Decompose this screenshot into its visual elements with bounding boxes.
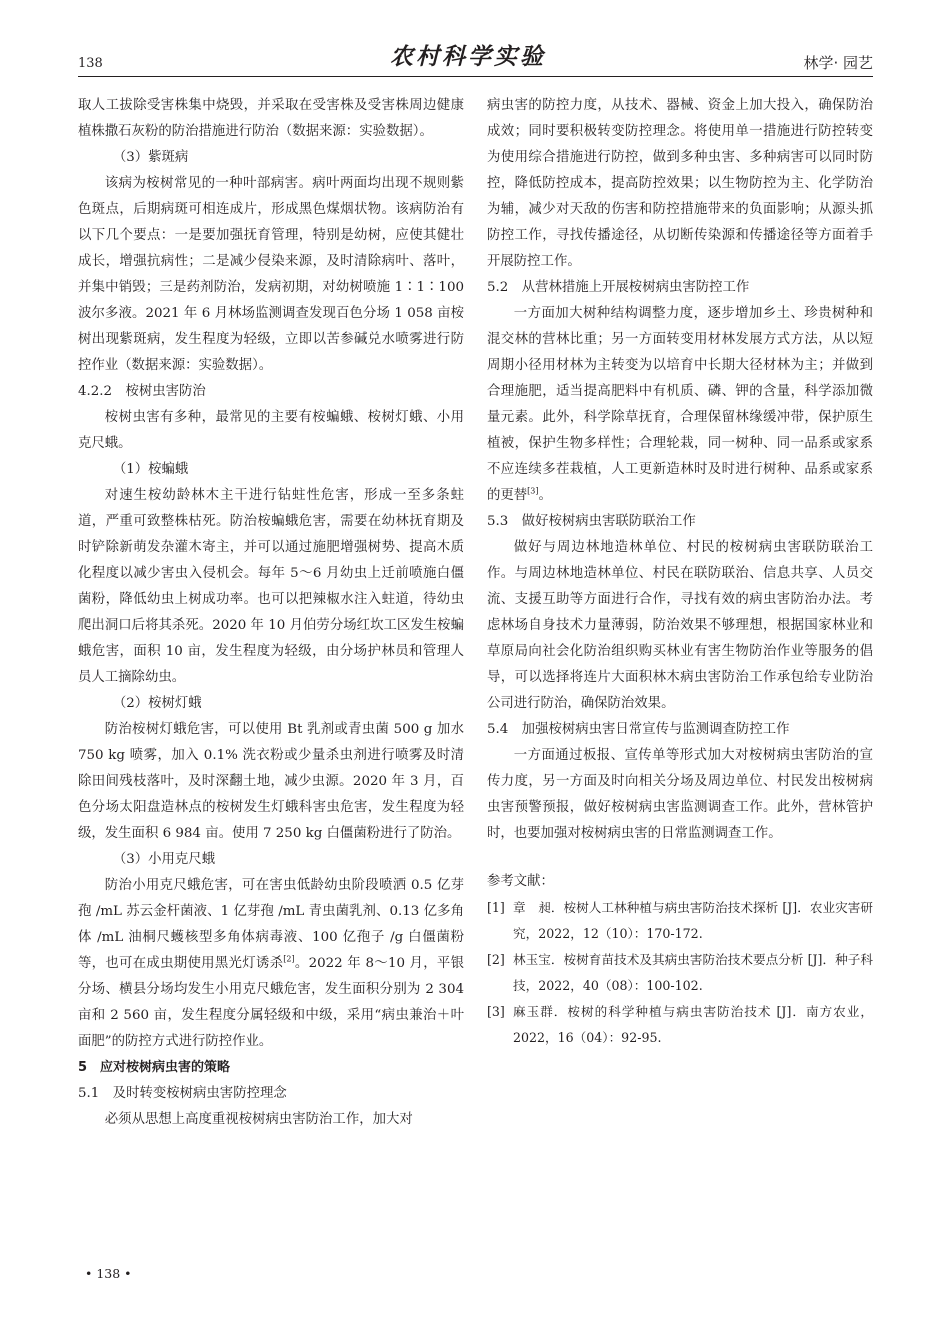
section-heading	[78, 379, 464, 405]
journal-title: 农村科学实验	[390, 43, 546, 70]
paragraph-text: 5 应对桉树病虫害的策略	[78, 1060, 231, 1075]
paragraph-text: 5.3 做好桉树病虫害联防联治工作	[487, 514, 696, 529]
paragraph-text: 必须从思想上高度重视桉树病虫害防治工作，加大对	[104, 1112, 413, 1127]
paragraph	[78, 483, 464, 691]
paragraph-text: 防治桉树灯蛾危害，可以使用 Bt 乳剂或青虫菌 500 g 加水 750 kg 喷雾，加入 0.1% 洗衣粉或少量杀虫剂进行喷雾及时清除田间残枝落叶，及时深翻土地，减少虫源。2020 年 3 月，百色分场太阳盘造林点的桉树发生灯蛾科害虫危害，发生程度为轻级，发生面积 6 984 亩。使用 7 250 kg 白僵菌粉进行了防治。	[78, 722, 464, 841]
subsection-heading	[78, 847, 464, 873]
section-heading	[487, 509, 873, 535]
paragraph-text: 取人工拔除受害株集中烧毁，并采取在受害株及受害株周边健康植株撒石灰粉的防治措施进行防治（数据来源：实验数据）。	[78, 98, 464, 139]
paragraph-continued	[78, 93, 464, 145]
reference-text: 麻玉群．桉树的科学种植与病虫害防治技术 [J]．南方农业，2022，16（04）：92-95.	[513, 1004, 873, 1045]
paragraph-text: （3）小用克尺蛾	[112, 852, 216, 867]
section-heading	[78, 1081, 464, 1107]
paragraph-text: （2）桉树灯蛾	[112, 696, 202, 711]
paragraph	[487, 301, 873, 509]
footer-page-number: • 138 •	[85, 1266, 132, 1281]
section-heading	[487, 717, 873, 743]
citation-marker: [2]	[283, 954, 295, 964]
page-header	[78, 36, 873, 76]
paragraph	[78, 405, 464, 457]
reference-item	[487, 947, 873, 999]
reference-number: [3]	[487, 1004, 505, 1019]
paragraph-continued	[487, 93, 873, 275]
right-column	[487, 93, 873, 1051]
references-title: 参考文献：	[487, 874, 554, 889]
reference-text: 章 昶．桉树人工林种植与病虫害防治技术探析 [J]．农业灾害研究，2022，12（10）：170-172.	[513, 900, 873, 941]
paragraph	[78, 1107, 464, 1133]
paragraph-text: 5.2 从营林措施上开展桉树病虫害防控工作	[487, 280, 750, 295]
paragraph	[78, 171, 464, 379]
paragraph	[78, 873, 464, 1055]
subsection-heading	[78, 457, 464, 483]
paragraph	[78, 717, 464, 847]
paragraph-text: 该病为桉树常见的一种叶部病害。病叶两面均出现不规则紫色斑点，后期病斑可相连成片，形成黑色煤烟状物。该病防治有以下几个要点：一是要加强抚育管理，特别是幼树，应使其健壮成长，增强抗病性；二是减少侵染来源，及时清除病叶、落叶，并集中销毁；三是药剂防治，发病初期，对幼树喷施 1∶1∶100 波尔多液。2021 年 6 月林场监测调查发现百色分场 1 058 亩桉树出现紫斑病，发生程度为轻级，立即以苦参碱兑水喷雾进行防控作业（数据来源：实验数据）。	[78, 176, 464, 373]
paragraph-text: 桉树虫害有多种，最常见的主要有桉蝙蛾、桉树灯蛾、小用克尺蛾。	[78, 410, 464, 451]
subsection-heading	[78, 145, 464, 171]
left-column	[78, 93, 464, 1133]
reference-item	[487, 999, 873, 1051]
paragraph-text: 对速生桉幼龄林木主干进行钻蛀性危害，形成一至多条蛀道，严重可致整株枯死。防治桉蝙蛾危害，需要在幼林抚育期及时铲除新萌发杂灌木寄主，并可以通过施肥增强树势、提高木质化程度以减少害虫入侵机会。每年 5～6 月幼虫上迁前喷施白僵菌粉，降低幼虫上树成功率。也可以把辣椒水注入蛀道，待幼虫爬出洞口后将其杀死。2020 年 10 月伯劳分场红坎工区发生桉蝙蛾危害，面积 10 亩，发生程度为轻级，由分场护林员和管理人员人工摘除幼虫。	[78, 488, 464, 685]
paragraph-text: 防治小用克尺蛾危害，可在害虫低龄幼虫阶段喷洒 0.5 亿芽孢 /mL 苏云金杆菌液、1 亿芽孢 /mL 青虫菌乳剂、0.13 亿多角体 /mL 油桐尺蠖核型多角体病毒液、100 亿孢子 /g 白僵菌粉等，也可在成虫期使用黑光灯诱杀	[78, 878, 464, 971]
references-gap	[487, 847, 873, 869]
section-heading	[487, 275, 873, 301]
subsection-heading	[78, 691, 464, 717]
section-heading	[78, 1055, 464, 1081]
paragraph-text-after-citation: 。2022 年 8～10 月，平银分场、横县分场均发生小用克尺蛾危害，发生面积分别为 2 304 亩和 2 560 亩，发生程度分属轻级和中级，采用“病虫兼治＋叶面肥”的防控方式进行防控作业。	[78, 956, 465, 1049]
references-list	[487, 895, 873, 1051]
reference-number: [1]	[487, 900, 505, 915]
paragraph-text: （1）桉蝙蛾	[112, 462, 189, 477]
header-rule	[78, 76, 873, 77]
paragraph-text: 一方面通过板报、宣传单等形式加大对桉树病虫害防治的宣传力度，另一方面及时向相关分场及周边单位、村民发出桉树病虫害预警预报，做好桉树病虫害监测调查工作。此外，营林管护时，也要加强对桉树病虫害的日常监测调查工作。	[487, 748, 873, 841]
header-page-number: 138	[78, 56, 103, 71]
reference-item	[487, 895, 873, 947]
paragraph-text: 5.4 加强桉树病虫害日常宣传与监测调查防控工作	[487, 722, 790, 737]
paragraph-text: 病虫害的防控力度，从技术、器械、资金上加大投入，确保防治成效；同时要积极转变防控理念。将使用单一措施进行防控转变为使用综合措施进行防控，做到多种虫害、多种病害可以同时防控，降低防控成本，提高防控效果；以生物防控为主、化学防治为辅，减少对天敌的伤害和防控措施带来的负面影响；从源头抓防控工作，寻找传播途径，从切断传染源和传播途径等方面着手开展防控工作。	[487, 98, 873, 269]
citation-marker: [3]	[527, 486, 539, 496]
paragraph-text-after-citation: 。	[538, 488, 552, 503]
section-name: 林学· 园艺	[803, 54, 873, 72]
paragraph-text: 5.1 及时转变桉树病虫害防控理念	[78, 1086, 287, 1101]
paragraph	[487, 743, 873, 847]
paragraph-text: 做好与周边林地造林单位、村民的桉树病虫害联防联治工作。与周边林地造林单位、村民在联防联治、信息共享、人员交流、支援互助等方面进行合作，寻找有效的病虫害防治办法。考虑林场自身技术力量薄弱，防治效果不够理想，根据国家林业和草原局向社会化防治组织购买林业有害生物防治作业等服务的倡导，可以选择将连片大面积林木病虫害防治工作承包给专业防治公司进行防治，确保防治效果。	[487, 540, 873, 711]
paragraph-text: （3）紫斑病	[112, 150, 189, 165]
paragraph-text: 4.2.2 桉树虫害防治	[78, 384, 206, 399]
paragraph-text: 一方面加大树种结构调整力度，逐步增加乡土、珍贵树种和混交林的营林比重；另一方面转变用材林发展方式方法，从以短周期小径用材林为主转变为以培育中长期大径材林为主；并做到合理施肥，适当提高肥料中有机质、磷、钾的含量，科学添加微量元素。此外，科学除草抚育，合理保留林缘缓冲带，保护原生植被，保护生物多样性；合理轮栽，同一树种、同一品系或家系不应连续多茬栽植，人工更新造林时及时进行树种、品系或家系的更替	[487, 306, 873, 503]
reference-text: 林玉宝．桉树育苗技术及其病虫害防治技术要点分析 [J]．种子科技，2022，40（08）：100-102.	[513, 952, 873, 993]
reference-number: [2]	[487, 952, 505, 967]
paragraph	[487, 535, 873, 717]
right-column-body	[487, 93, 873, 847]
